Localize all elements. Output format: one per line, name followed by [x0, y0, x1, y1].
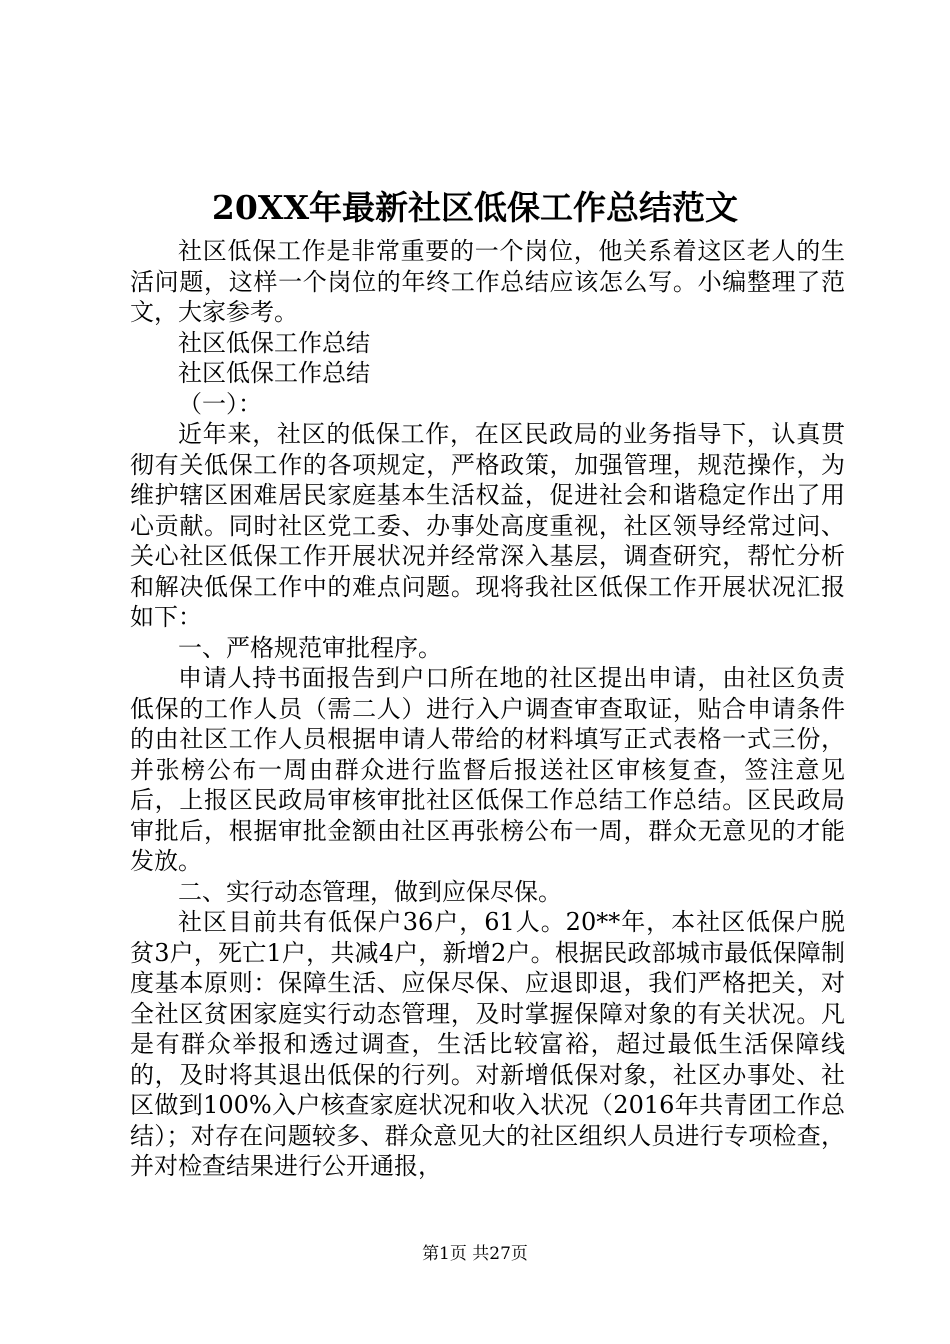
paragraph-dynamic-management: 社区目前共有低保户36户，61人。20**年，本社区低保户脱贫3户，死亡1户，共减4户，新增2户。根据民政部城市最低保障制度基本原则：保障生活、应保尽保、应退即退，我们严格把关，对全社区贫困家庭实行动态管理，及时掌握保障对象的有关状况。凡是有群众举报和透过调查，生活比较富裕，超过最低生活保障线的，及时将其退出低保的行列。对新增低保对象，社区办事处、社区做到100%入户核查家庭状况和收入状况（2016年共青团工作总结）；对存在问题较多、群众意见大的社区组织人员进行专项检查，并对检查结果进行公开通报，: [130, 908, 845, 1180]
document-title: 20XX年最新社区低保工作总结范文: [211, 188, 739, 227]
paragraph-heading-1: 社区低保工作总结: [178, 328, 370, 357]
paragraph-intro: 社区低保工作是非常重要的一个岗位，他关系着这区老人的生活问题，这样一个岗位的年终工作总结应该怎么写。小编整理了范文，大家参考。: [130, 237, 845, 326]
page-footer: 第1页 共27页: [422, 1244, 528, 1264]
paragraph-subheading-2: 二、实行动态管理，做到应保尽保。: [178, 877, 562, 906]
paragraph-overview: 近年来，社区的低保工作，在区民政局的业务指导下，认真贯彻有关低保工作的各项规定，严格政策，加强管理，规范操作，为维护辖区困难居民家庭基本生活权益，促进社会和谐稳定作出了用心贡献。同时社区党工委、办事处高度重视，社区领导经常过问、关心社区低保工作开展状况并经常深入基层，调查研究，帮忙分析和解决低保工作中的难点问题。现将我社区低保工作开展状况汇报如下：: [130, 420, 845, 631]
paragraph-subheading-1: 一、严格规范审批程序。: [178, 633, 442, 662]
document-body: [130, 236, 845, 1182]
paragraph-section-label: （一）：: [178, 389, 262, 418]
paragraph-heading-2: 社区低保工作总结: [178, 359, 370, 387]
paragraph-procedure: 申请人持书面报告到户口所在地的社区提出申请，由社区负责低保的工作人员（需二人）进行入户调查审查取证，贴合申请条件的由社区工作人员根据申请人带给的材料填写正式表格一式三份，并张榜公布一周由群众进行监督后报送社区审核复查，签注意见后，上报区民政局审核审批社区低保工作总结工作总结。区民政局审批后，根据审批金额由社区再张榜公布一周，群众无意见的才能发放。: [130, 664, 845, 875]
